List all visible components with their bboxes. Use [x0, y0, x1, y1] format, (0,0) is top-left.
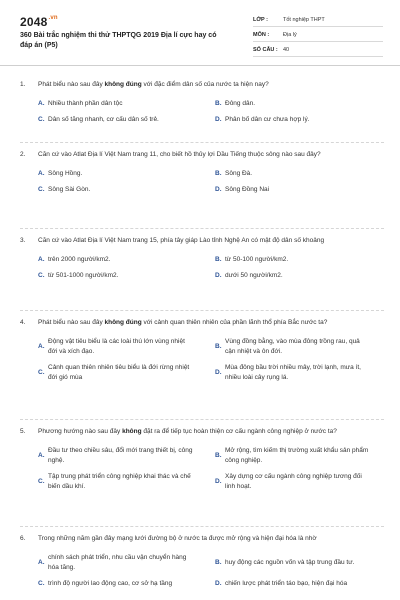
option-text: Đông dân. [225, 100, 255, 107]
question-number: 1. [20, 81, 26, 88]
option-text: Sông Đà. [225, 170, 253, 177]
question-divider [20, 310, 384, 311]
option-letter: A. [38, 452, 45, 459]
meta-row-count [253, 44, 383, 57]
option-letter: C. [38, 478, 45, 485]
option-letter: C. [38, 580, 45, 587]
question-text-part: Căn cứ vào Atlat Địa lí Việt Nam trang 15, phía tây giáp Lào tỉnh Nghệ An có mật độ dân số khoảng [38, 237, 325, 244]
option-letter: D. [215, 272, 222, 279]
option-letter: A. [38, 343, 45, 350]
answer-option[interactable] [215, 99, 384, 109]
question-text-part: Trong những năm gần đây mạng lưới đường bộ ở nước ta được mở rộng và hiện đại hóa là nhờ [38, 535, 317, 542]
option-text: từ 501-1000 người/km2. [48, 272, 119, 279]
answer-option[interactable] [38, 271, 207, 281]
question-number: 6. [20, 535, 26, 542]
question-text-part: đặt ra để tiếp tục hoàn thiện cơ cấu ngành công nghiệp ở nước ta? [141, 428, 337, 435]
question-1 [20, 80, 384, 125]
option-text: trình độ người lao động cao, cơ sở hạ tầng [48, 580, 173, 587]
option-text: Cảnh quan thiên nhiên tiêu biểu là đới rừng nhiệt đới gió mùa [48, 364, 190, 381]
question-text-part: Phương hướng nào sau đây [38, 428, 123, 435]
answer-option[interactable] [215, 472, 384, 492]
question-text [38, 236, 384, 246]
answer-option[interactable] [38, 446, 207, 466]
option-letter: A. [38, 100, 45, 107]
question-4 [20, 318, 384, 383]
meta-row-class [253, 14, 383, 27]
answer-option[interactable] [215, 363, 384, 383]
question-text [38, 150, 384, 160]
question-2 [20, 150, 384, 195]
question-stem [20, 318, 384, 328]
option-text: chính sách phát triển, nhu cầu vận chuyển hàng hóa tăng. [48, 554, 187, 571]
option-text: chiến lược phát triển táo bạo, hiện đại hóa [225, 580, 348, 587]
answer-option[interactable] [38, 255, 207, 265]
site-logo[interactable] [20, 15, 58, 29]
question-divider [20, 526, 384, 527]
option-letter: B. [215, 100, 222, 107]
answer-option[interactable] [38, 169, 207, 179]
answer-option[interactable] [215, 115, 384, 125]
answer-option[interactable] [38, 337, 207, 357]
answer-option[interactable] [38, 553, 207, 573]
option-text: Sông Đồng Nai [225, 186, 270, 193]
question-number: 3. [20, 237, 26, 244]
option-text: Nhiều thành phần dân tộc [48, 100, 123, 107]
answer-options [20, 553, 384, 589]
logo-text: 2048 [20, 15, 48, 29]
meta-value: Tốt nghiệp THPT [283, 17, 325, 23]
option-text: Động vật tiêu biểu là các loài thú lớn vùng nhiệt đới và xích đạo. [48, 338, 185, 355]
option-text: dưới 50 người/km2. [225, 272, 283, 279]
answer-options [20, 446, 384, 492]
document-title: 360 Bài trắc nghiệm thi thử THPTQG 2019 Địa lí cực hay có đáp án (P5) [20, 32, 217, 49]
answer-options [20, 255, 384, 281]
option-letter: D. [215, 478, 222, 485]
answer-option[interactable] [38, 363, 207, 383]
option-letter: C. [38, 272, 45, 279]
question-number: 5. [20, 428, 26, 435]
answer-options [20, 337, 384, 383]
answer-option[interactable] [215, 185, 384, 195]
question-stem [20, 150, 384, 160]
option-text: Sông Sài Gòn. [48, 186, 91, 193]
question-text-part: với cảnh quan thiên nhiên của phần lãnh thổ phía Bắc nước ta? [141, 319, 328, 326]
question-text-part: Căn cứ vào Atlat Địa lí Việt Nam trang 11, cho biết hồ thủy lợi Dầu Tiếng thuộc sông nào sau đây? [38, 151, 321, 158]
meta-label: LỚP : [253, 17, 268, 23]
option-letter: D. [215, 580, 222, 587]
answer-option[interactable] [38, 99, 207, 109]
question-number: 2. [20, 151, 26, 158]
option-text: Mùa đông bầu trời nhiều mây, trời lạnh, mưa ít, nhiều loài cây rụng lá. [225, 364, 361, 381]
option-text: Vùng đồng bằng, vào mùa đông trồng rau, quả cận nhiệt và ôn đới. [225, 338, 360, 355]
answer-option[interactable] [215, 337, 384, 357]
option-letter: B. [215, 559, 222, 566]
question-text [38, 427, 384, 437]
answer-option[interactable] [38, 579, 207, 589]
header [0, 0, 400, 66]
option-text: trên 2000 người/km2. [48, 256, 111, 263]
question-number: 4. [20, 319, 26, 326]
option-text: Sông Hồng. [48, 170, 83, 177]
meta-label: SỐ CÂU : [253, 47, 278, 53]
answer-option[interactable] [215, 255, 384, 265]
question-stem [20, 80, 384, 90]
option-text: Đầu tư theo chiều sâu, đổi mới trang thiết bị, công nghệ. [48, 447, 193, 464]
option-letter: C. [38, 116, 45, 123]
question-divider [20, 228, 384, 229]
question-emphasis: không đúng [104, 319, 142, 326]
answer-option[interactable] [38, 115, 207, 125]
answer-option[interactable] [215, 553, 384, 573]
question-text [38, 318, 384, 328]
question-text [38, 534, 384, 544]
question-text-part: Phát biểu nào sau đây [38, 81, 105, 88]
question-3 [20, 236, 384, 281]
option-letter: C. [38, 186, 45, 193]
meta-label: MÔN : [253, 32, 270, 38]
option-text: từ 50-100 người/km2. [225, 256, 289, 263]
answer-option[interactable] [215, 579, 384, 589]
meta-value: Địa lý [283, 32, 297, 38]
option-letter: A. [38, 559, 45, 566]
option-text: Dân số tăng nhanh, cơ cấu dân số trẻ. [48, 116, 159, 123]
option-letter: B. [215, 343, 222, 350]
question-stem [20, 236, 384, 246]
question-divider [20, 419, 384, 420]
option-letter: C. [38, 369, 45, 376]
option-letter: D. [215, 116, 222, 123]
logo-suffix: .vn [48, 15, 58, 21]
option-text: huy động các nguồn vốn và tập trung đầu tư. [225, 559, 355, 566]
question-divider [20, 142, 384, 143]
option-text: Tập trung phát triển công nghiệp khai thác và chế biến dầu khí. [48, 473, 191, 490]
meta-value: 40 [283, 47, 290, 53]
option-letter: D. [215, 186, 222, 193]
question-stem [20, 427, 384, 437]
meta-panel [253, 14, 383, 59]
answer-options [20, 169, 384, 195]
answer-option[interactable] [38, 472, 207, 492]
meta-row-subject [253, 29, 383, 42]
question-5 [20, 427, 384, 492]
option-text: Xây dựng cơ cấu ngành công nghiệp tương đối linh hoạt. [225, 473, 362, 490]
answer-option[interactable] [215, 169, 384, 179]
option-letter: A. [38, 256, 45, 263]
option-letter: B. [215, 170, 222, 177]
question-6 [20, 534, 384, 589]
option-text: Mở rộng, tìm kiếm thị trường xuất khẩu sản phẩm công nghiệp. [225, 447, 369, 464]
answer-option[interactable] [38, 185, 207, 195]
option-letter: B. [215, 452, 222, 459]
answer-option[interactable] [215, 446, 384, 466]
question-text-part: Phát biểu nào sau đây [38, 319, 105, 326]
option-letter: D. [215, 369, 222, 376]
question-stem [20, 534, 384, 544]
option-text: Phân bố dân cư chưa hợp lý. [225, 116, 310, 123]
question-text [38, 80, 384, 90]
option-letter: A. [38, 170, 45, 177]
answer-option[interactable] [215, 271, 384, 281]
question-emphasis: không đúng [104, 81, 142, 88]
question-emphasis: không [122, 428, 142, 435]
answer-options [20, 99, 384, 125]
option-letter: B. [215, 256, 222, 263]
question-text-part: với đặc điểm dân số của nước ta hiện nay? [141, 81, 269, 88]
